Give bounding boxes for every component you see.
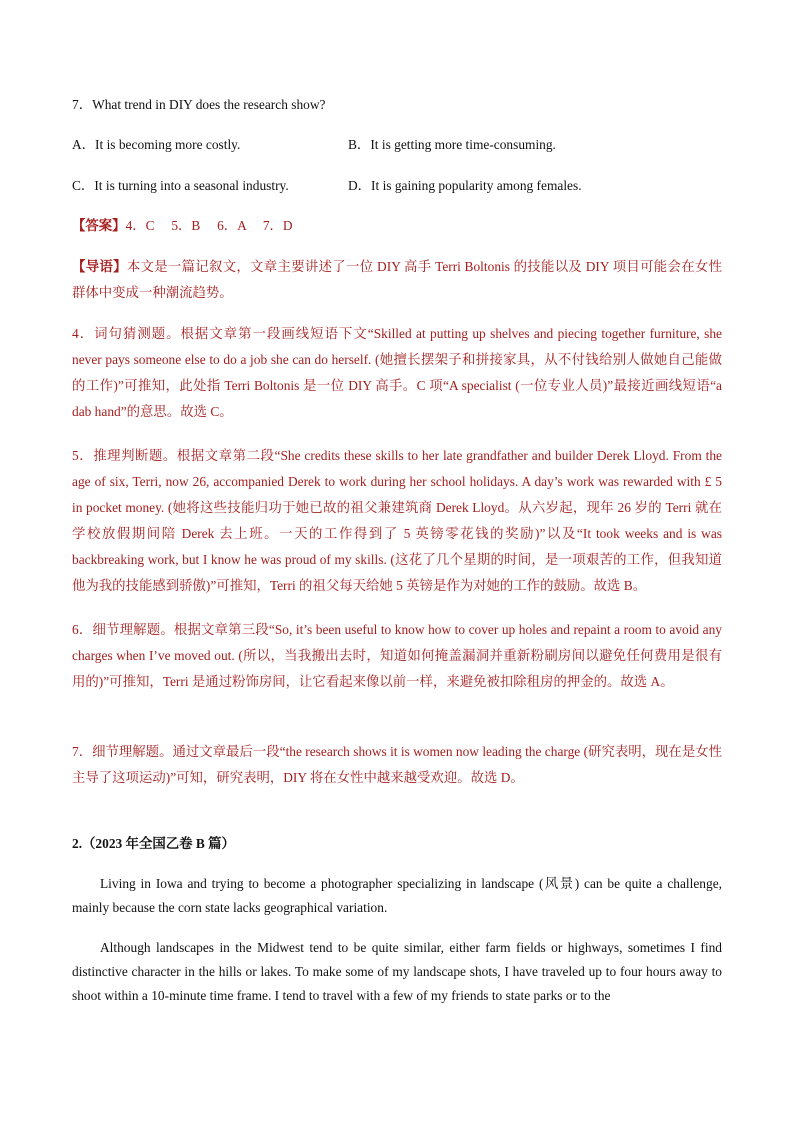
option-c: C．It is turning into a seasonal industry.	[72, 178, 289, 193]
question-7-stem: 7．What trend in DIY does the research show?	[72, 97, 326, 112]
explanation-5: 5．推理判断题。根据文章第二段“She credits these skills to her late grandfather and builder Derek Lloyd. From the age of six, Terri, now 26, accompanied Derek to work during her school holidays. A day’s work was rewarded with £ 5 in pocket money. (她将这些技能归功于她已故的祖父兼建筑商 Derek Lloyd。从六岁起，现年 26 岁的 Terri 就在学校放假期间陪 Derek 去上班。一天的工作得到了 5 英镑零花钱的奖励)”以及“It took weeks and is was backbreaking work, but I know he was proud of my skills. (这花了几个星期的时间，是一项艰苦的工作，但我知道他为我的技能感到骄傲)”可推知，Terri 的祖父每天给她 5 英镑是作为对她的工作的鼓励。故选 B。	[72, 448, 722, 593]
option-a: A．It is becoming more costly.	[72, 137, 241, 152]
guide-paragraph	[72, 254, 722, 306]
guide-tag: 【导语】	[72, 259, 127, 274]
explanation-6: 6．细节理解题。根据文章第三段“So, it’s been useful to know how to cover up holes and repaint a room to avoid any charges when I’ve moved out. (所以，当我搬出去时，知道如何掩盖漏洞并重新粉刷房间以避免任何费用是很有用的)”可推知，Terri 是通过粉饰房间，让它看起来像以前一样，来避免被扣除租房的押金的。故选 A。	[72, 622, 722, 689]
option-b: B．It is getting more time-consuming.	[348, 137, 556, 152]
passage-paragraph-2: Although landscapes in the Midwest tend to be quite similar, either farm fields or highways, sometimes I find distinctive character in the hills or lakes. To make some of my landscape shots, I have traveled up to four hours away to shoot within a 10-minute time frame. I tend to travel with a few of my friends to state parks or to the	[72, 940, 722, 1003]
section-2-heading: 2.（2023 年全国乙卷 B 篇）	[72, 836, 235, 851]
answer-text: 4．C 5．B 6．A 7．D	[125, 218, 293, 233]
answer-line	[72, 217, 722, 235]
guide-text: 本文是一篇记叙文，文章主要讲述了一位 DIY 高手 Terri Boltonis 的技能以及 DIY 项目可能会在女性群体中变成一种潮流趋势。	[72, 259, 723, 300]
explanation-7: 7．细节理解题。通过文章最后一段“the research shows it is women now leading the charge (研究表明，现在是女性主导了这项运动)”可知，研究表明，DIY 将在女性中越来越受欢迎。故选 D。	[72, 744, 722, 785]
answer-tag: 【答案】	[72, 218, 126, 233]
passage-paragraph-1: Living in Iowa and trying to become a photographer specializing in landscape (风景) can be quite a challenge, mainly because the corn state lacks geographical variation.	[72, 876, 722, 915]
option-d: D．It is gaining popularity among females.	[348, 178, 582, 193]
explanation-4: 4．词句猜测题。根据文章第一段画线短语下文“Skilled at putting up shelves and piecing together furniture, she never pays someone else to do a job she can do herself. (她擅长摆架子和拼接家具，从不付钱给别人做她自己能做的工作)”可推知，此处指 Terri Boltonis 是一位 DIY 高手。C 项“A specialist (一位专业人员)”最接近画线短语“a dab hand”的意思。故选 C。	[72, 326, 722, 419]
